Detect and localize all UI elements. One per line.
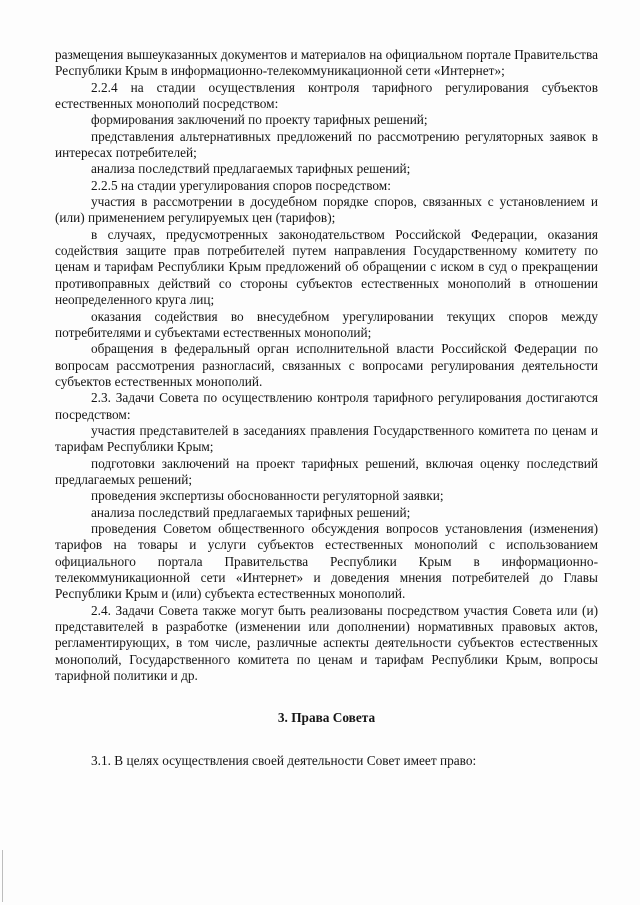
scan-edge-mark bbox=[2, 850, 3, 902]
paragraph: участия представителей в заседаниях правления Государственного комитета по ценам и тарифам Республики Крым; bbox=[55, 422, 598, 455]
section-heading: 3. Права Совета bbox=[277, 710, 376, 726]
paragraph: представления альтернативных предложений по рассмотрению регуляторных заявок в интересах потребителей; bbox=[55, 128, 598, 161]
paragraph: проведения экспертизы обоснованности регуляторной заявки; bbox=[91, 488, 444, 504]
paragraph: 2.2.4 на стадии осуществления контроля тарифного регулирования субъектов естественных монополий посредством: bbox=[55, 79, 598, 112]
paragraph: размещения вышеуказанных документов и материалов на официальном портале Правительства Республики Крым в информационно-телекоммуникационной сети «Интернет»; bbox=[55, 47, 598, 79]
paragraph: 2.2.5 на стадии урегулирования споров посредством: bbox=[91, 177, 391, 193]
paragraph: подготовки заключений на проект тарифных решений, включая оценку последствий предлагаемых решений; bbox=[55, 455, 598, 487]
paragraph: 2.4. Задачи Совета также могут быть реализованы посредством участия Совета или (и) представителей в разработке (изменении или дополнении) нормативных правовых актов, регламентирующих, в том числе, различные аспекты деятельности субъектов естественных монополий, Государственного комитета по ценам и тарифам Республики Крым, вопросы тарифной политики и др. bbox=[55, 602, 598, 684]
paragraph: проведения Советом общественного обсуждения вопросов установления (изменения) тарифов на товары и услуги субъектов естественных монополий с использованием официального портала Правительства Республики Крым в информационно-телекоммуникационной сети «Интернет» и доведения мнения потребителей до Главы Республики Крым и (или) субъекта естественных монополий. bbox=[55, 520, 598, 602]
paragraph: 2.3. Задачи Совета по осуществлению контроля тарифного регулирования достигаются посредством: bbox=[55, 390, 598, 422]
paragraph: анализа последствий предлагаемых тарифных решений; bbox=[91, 504, 411, 520]
document-body bbox=[55, 47, 598, 769]
paragraph: анализа последствий предлагаемых тарифных решений; bbox=[91, 161, 411, 177]
paragraph: формирования заключений по проекту тарифных решений; bbox=[91, 112, 428, 128]
paragraph: обращения в федеральный орган исполнительной власти Российской Федерации по вопросам рассмотрения разногласий, связанных с вопросами регулирования деятельности субъектов естественных монополий. bbox=[55, 341, 598, 389]
paragraph: участия в рассмотрении в досудебном порядке споров, связанных с установлением и (или) применением регулируемых цен (тарифов); bbox=[55, 194, 598, 226]
section-paragraph: 3.1. В целях осуществления своей деятельности Совет имеет право: bbox=[91, 752, 477, 768]
paragraph: оказания содействия во внесудебном урегулировании текущих споров между потребителями и субъектами естественных монополий; bbox=[55, 308, 598, 340]
paragraph: в случаях, предусмотренных законодательством Российской Федерации, оказания содействия защите прав потребителей путем направления Государственному комитету по ценам и тарифам Республики Крым предложений об обращении с иском в суд о прекращении противоправных действий со стороны субъектов естественных монополий в отношении неопределенного круга лиц; bbox=[55, 226, 598, 308]
